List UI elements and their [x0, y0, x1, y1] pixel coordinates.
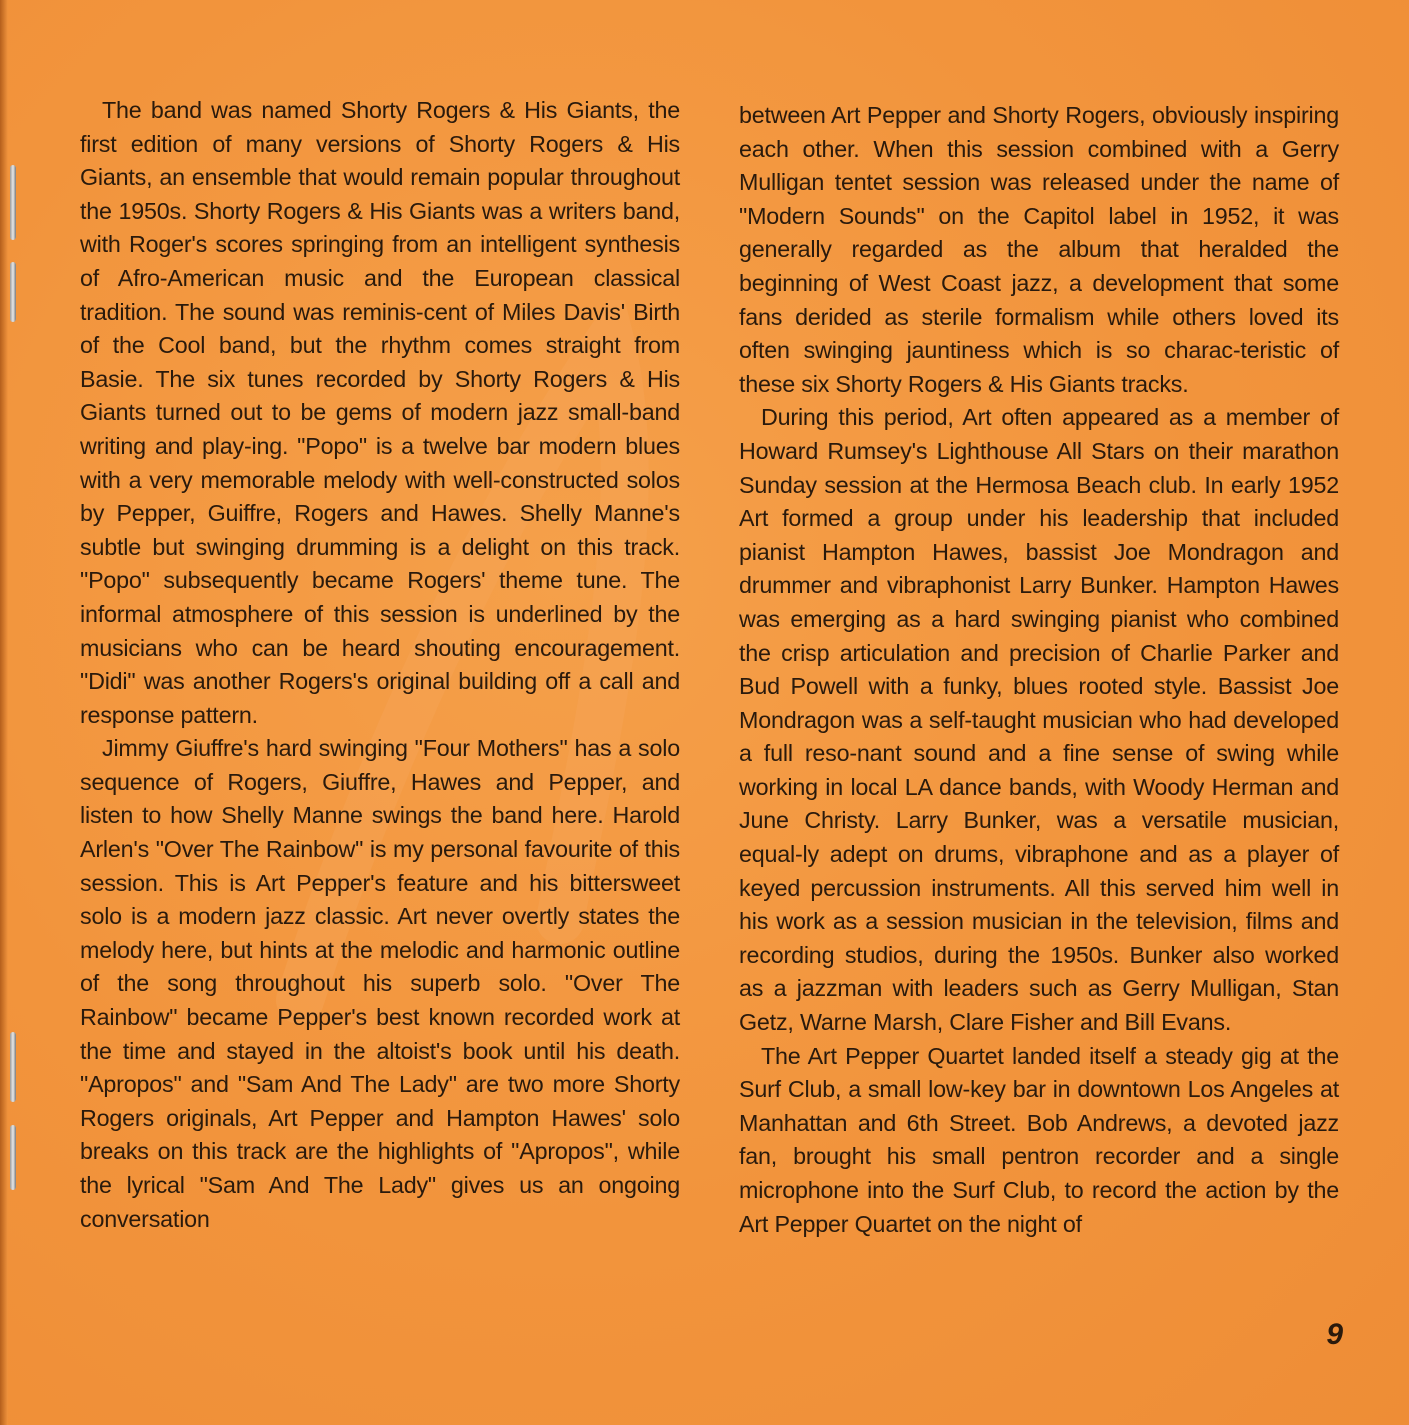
- right-text-column: [739, 99, 1339, 1241]
- page-spine-edge: [0, 0, 8, 1425]
- right-paragraph-3: The Art Pepper Quartet landed itself a steady gig at the Surf Club, a small low-key bar in downtown Los Angeles at Manhattan and 6th Street. Bob Andrews, a devoted jazz fan, brought his small pentron recorder and a single microphone into the Surf Club, to record the action by the Art Pepper Quartet on the night of: [739, 1042, 1339, 1237]
- staple-bottom-upper: [10, 1032, 16, 1102]
- staple-top-lower: [10, 262, 16, 322]
- left-paragraph-1: The band was named Shorty Rogers & His Giants, the first edition of many versions of Shorty Rogers & His Giants, an ensemble that would remain popular throughout the 1950s. Shorty Rogers & His Giants was a writers band, with Roger's scores springing from an intelligent synthesis of Afro-American music and the European classical tradition. The sound was reminis-cent of Miles Davis' Birth of the Cool band, but the rhythm comes straight from Basie. The six tunes recorded by Shorty Rogers & His Giants turned out to be gems of modern jazz small-band writing and play-ing. "Popo" is a twelve bar modern blues with a very memorable melody with well-constructed solos by Pepper, Guiffre, Rogers and Hawes. Shelly Manne's subtle but swinging drumming is a delight on this track. "Popo" subsequently became Rogers' theme tune. The informal atmosphere of this session is underlined by the musicians who can be heard shouting encouragement. "Didi" was another Rogers's original building off a call and response pattern.: [80, 97, 680, 728]
- page-number: 9: [1326, 1318, 1343, 1351]
- left-text-column: [80, 94, 680, 1236]
- staple-bottom-lower: [10, 1125, 16, 1190]
- right-paragraph-2: During this period, Art often appeared as a member of Howard Rumsey's Lighthouse All Stars on their marathon Sunday session at the Hermosa Beach club. In early 1952 Art formed a group under his leadership that included pianist Hampton Hawes, bassist Joe Mondragon and drummer and vibraphonist Larry Bunker. Hampton Hawes was emerging as a hard swinging pianist who combined the crisp articulation and precision of Charlie Parker and Bud Powell with a funky, blues rooted style. Bassist Joe Mondragon was a self-taught musician who had developed a full reso-nant sound and a fine sense of swing while working in local LA dance bands, with Woody Herman and June Christy. Larry Bunker, was a versatile musician, equal-ly adept on drums, vibraphone and as a player of keyed percussion instruments. All this served him well in his work as a session musician in the television, films and recording studios, during the 1950s. Bunker also worked as a jazzman with leaders such as Gerry Mulligan, Stan Getz, Warne Marsh, Clare Fisher and Bill Evans.: [739, 404, 1339, 1036]
- right-paragraph-1: between Art Pepper and Shorty Rogers, obviously inspiring each other. When this session combined with a Gerry Mulligan tentet session was released under the name of "Modern Sounds" on the Capitol label in 1952, it was generally regarded as the album that heralded the beginning of West Coast jazz, a development that some fans derided as sterile formalism while others loved its often swinging jauntiness which is so charac-teristic of these six Shorty Rogers & His Giants tracks.: [739, 102, 1339, 397]
- left-paragraph-2: Jimmy Giuffre's hard swinging "Four Mothers" has a solo sequence of Rogers, Giuffre, Hawes and Pepper, and listen to how Shelly Manne swings the band here. Harold Arlen's "Over The Rainbow" is my personal favourite of this session. This is Art Pepper's feature and his bittersweet solo is a modern jazz classic. Art never overtly states the melody here, but hints at the melodic and harmonic outline of the song throughout his superb solo. "Over The Rainbow" became Pepper's best known recorded work at the time and stayed in the altoist's book until his death. "Apropos" and "Sam And The Lady" are two more Shorty Rogers originals, Art Pepper and Hampton Hawes' solo breaks on this track are the highlights of "Apropos", while the lyrical "Sam And The Lady" gives us an ongoing conversation: [80, 735, 680, 1232]
- staple-top-upper: [10, 165, 16, 240]
